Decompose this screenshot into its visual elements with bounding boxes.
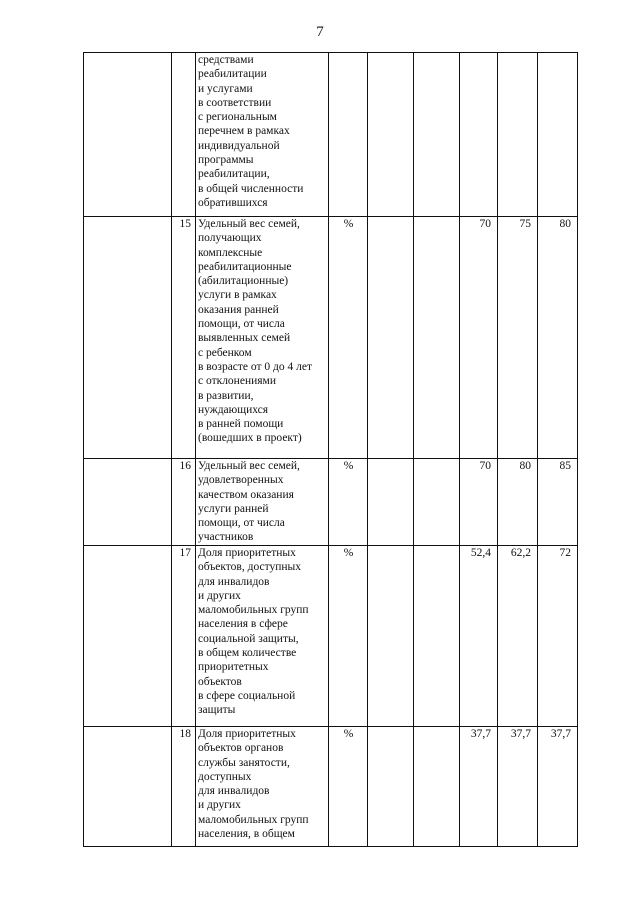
indicator-name: Доля приоритетных объектов, доступных для инвалидов и других маломобильных групп населения в сфере социальной защиты, в общем количестве приоритетных объектов в сфере социальной защиты: [196, 546, 329, 727]
indicators-table-wrapper: [83, 52, 578, 847]
value-year-2: 75: [498, 217, 538, 459]
blank-cell: [84, 53, 172, 217]
empty-cell: [414, 727, 460, 847]
row-number: [172, 53, 196, 217]
value-year-2: 62,2: [498, 546, 538, 727]
value-year-1: 52,4: [460, 546, 498, 727]
blank-cell: [84, 727, 172, 847]
unit-cell: %: [329, 546, 368, 727]
empty-cell: [414, 53, 460, 217]
table-row: [84, 217, 578, 459]
indicator-name: Удельный вес семей, удовлетворенных качеством оказания услуги ранней помощи, от числа участников: [196, 459, 329, 546]
value-year-1: 37,7: [460, 727, 498, 847]
value-year-3: 37,7: [538, 727, 578, 847]
unit-cell: %: [329, 217, 368, 459]
value-year-3: 80: [538, 217, 578, 459]
table-row: [84, 53, 578, 217]
value-year-2: 80: [498, 459, 538, 546]
empty-cell: [368, 217, 414, 459]
value-year-1: 70: [460, 459, 498, 546]
value-year-1: 70: [460, 217, 498, 459]
value-year-2: [498, 53, 538, 217]
value-year-3: 85: [538, 459, 578, 546]
indicator-name: средствами реабилитации и услугами в соответствии с региональным перечнем в рамках индивидуальной программы реабилитации, в общей численности обратившихся: [196, 53, 329, 217]
blank-cell: [84, 217, 172, 459]
value-year-3: [538, 53, 578, 217]
empty-cell: [368, 459, 414, 546]
unit-cell: [329, 53, 368, 217]
empty-cell: [414, 459, 460, 546]
table-row: [84, 546, 578, 727]
empty-cell: [368, 53, 414, 217]
unit-cell: %: [329, 727, 368, 847]
indicator-name: Удельный вес семей, получающих комплексные реабилитационные (абилитационные) услуги в рамках оказания ранней помощи, от числа выявленных семей с ребенком в возрасте от 0 до 4 лет с отклонениями в развитии, нуждающихся в ранней помощи (вошедших в проект): [196, 217, 329, 459]
empty-cell: [368, 546, 414, 727]
blank-cell: [84, 459, 172, 546]
page-number: 7: [316, 24, 324, 40]
row-number: 17: [172, 546, 196, 727]
table-body: [84, 53, 578, 847]
indicators-table: [83, 52, 578, 847]
empty-cell: [368, 727, 414, 847]
row-number: 15: [172, 217, 196, 459]
value-year-1: [460, 53, 498, 217]
indicator-name: Доля приоритетных объектов органов службы занятости, доступных для инвалидов и других маломобильных групп населения, в общем: [196, 727, 329, 847]
row-number: 18: [172, 727, 196, 847]
value-year-2: 37,7: [498, 727, 538, 847]
blank-cell: [84, 546, 172, 727]
table-row: [84, 459, 578, 546]
table-row: [84, 727, 578, 847]
unit-cell: %: [329, 459, 368, 546]
row-number: 16: [172, 459, 196, 546]
empty-cell: [414, 217, 460, 459]
value-year-3: 72: [538, 546, 578, 727]
empty-cell: [414, 546, 460, 727]
